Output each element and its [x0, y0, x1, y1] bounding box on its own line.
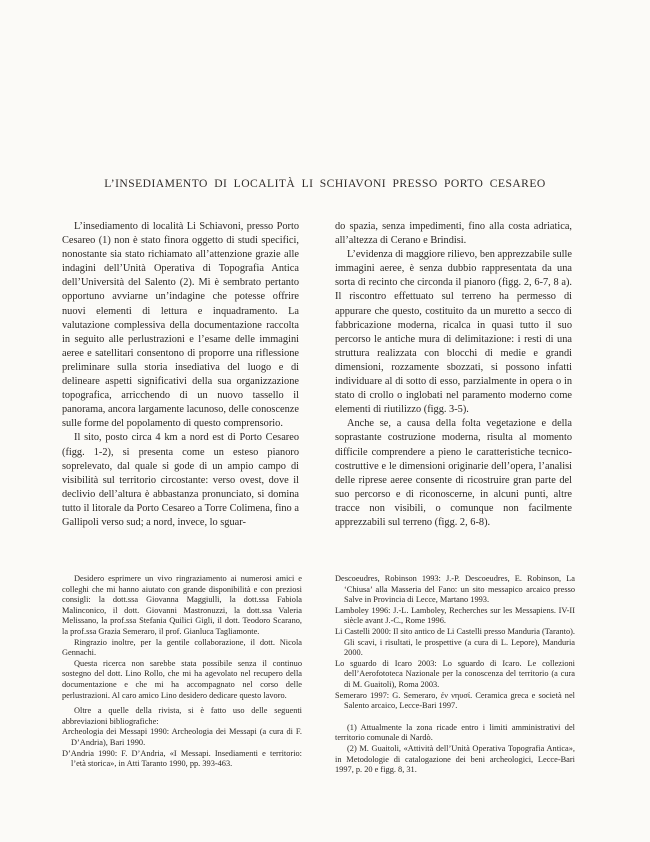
body-column-left	[62, 220, 299, 530]
bibliography-right	[335, 574, 575, 712]
notes-column-right	[335, 574, 575, 776]
bibliography-entry: Descoeudres, Robinson 1993: J.-P. Descoeudres, E. Robinson, La ‘Chiusa’ alla Masseria del Fano: un sito messapico arcaico presso Salve in Provincia di Lecce, Martano 1993.	[335, 574, 575, 605]
bibliography-entry: Lamboley 1996: J.-L. Lamboley, Recherches sur les Messapiens. IV-II siècle avant J.-C., Rome 1996.	[335, 605, 575, 626]
body-column-right	[335, 220, 572, 530]
body-paragraph: Il sito, posto circa 4 km a nord est di Porto Cesareo (figg. 1-2), si presenta come un esteso pianoro soprelevato, dal quale si gode di un ampio campo di visibilità sul territorio circostante: verso ovest, dove il declivio dell’altura è abbastanza pronunciato, si domina tutto il litorale da Porto Cesareo a Torre Colimena, fino a Gallipoli verso sud; a nord, invece, lo sguar-	[62, 432, 299, 528]
body-paragraph: L’evidenza di maggiore rilievo, ben apprezzabile sulle immagini aeree, è senza dubbio rappresentata da una sorta di recinto che circonda il pianoro (figg. 2, 6-7, 8 a). Il riscontro effettuato sul terreno ha permesso di appurare che questo, costituito da un muretto a secco di fabbricazione moderna, ricalca in quasi tutto il suo percorso le antiche mura di delimitazione: i resti di una struttura realizzata con blocchi di medie e grandi dimensioni, rozzamente sbozzati, si possono infatti individuare al di sotto di esso, parzialmente in opera o in stato di crollo o inglobati nel paramento moderno come elementi di riutilizzo (figg. 3-5).	[335, 249, 572, 416]
article-title: L’INSEDIAMENTO DI LOCALITÀ LI SCHIAVONI PRESSO PORTO CESAREO	[104, 177, 546, 190]
bibliography-entry: Lo sguardo di Icaro 2003: Lo sguardo di Icaro. Le collezioni dell’Aerofototeca Nazionale per la conoscenza del territorio (a cura di M. Guaitoli), Roma 2003.	[335, 658, 575, 689]
acknowledgement: Questa ricerca non sarebbe stata possibile senza il continuo sostegno del dott. Lino Rollo, che mi ha agevolato nel recupero della documentazione e che mi ha accompagnato nel corso delle perlustrazioni. Al caro amico Lino desidero dedicare questo lavoro.	[62, 658, 302, 700]
notes-column-left	[62, 574, 302, 770]
bibliography-entry: Li Castelli 2000: Il sito antico de Li Castelli presso Manduria (Taranto). Gli scavi, i risultati, le prospettive (a cura di L. Lepore), Manduria 2000.	[335, 626, 575, 658]
acknowledgement: Desidero esprimere un vivo ringraziamento ai numerosi amici e colleghi che mi hanno aiutato con grande disponibilità e con preziosi consigli: la dott.ssa Giovanna Maggiulli, la dott.ssa Fabiola Malinconico, il dott. Giovanni Mastronuzzi, la dott.ssa Valeria Melissano, la prof.ssa Stefania Quilici Gigli, il dott. Teodoro Scarano, la prof.ssa Grazia Semeraro, il prof. Gianluca Tagliamonte.	[62, 574, 302, 636]
bibliography-entry: Archeologia dei Messapi 1990: Archeologia dei Messapi (a cura di F. D’Andria), Bari 1990.	[62, 727, 302, 747]
footnote: (2) M. Guaitoli, «Attività dell’Unità Operativa Topografia Antica», in Metodologie di catalogazione dei beni archeologici, Lecce-Bari 1997, p. 20 e figg. 8, 31.	[335, 743, 575, 775]
bibliography-left	[62, 727, 302, 769]
bibliography-entry: D’Andria 1990: F. D’Andria, «I Messapi. Insediamenti e territorio: l’età storica», in Atti Taranto 1990, pp. 393-463.	[62, 748, 302, 769]
body-paragraph: Anche se, a causa della folta vegetazione e della soprastante costruzione moderna, risulta al momento difficile comprendere a pieno le caratteristiche tecnico-costruttive e le dimensioni originarie dell’opera, l’analisi delle riprese aeree consente di ricostruire gran parte del suo percorso e di riconoscerne, in alcuni punti, altre tracce non visibili, o comunque non facilmente apprezzabili sul terreno (figg. 2, 6-8).	[335, 418, 572, 528]
footnote: (1) Attualmente la zona ricade entro i limiti amministrativi del territorio comunale di Nardò.	[335, 722, 575, 743]
footnotes	[335, 723, 575, 776]
abbreviations-intro: Oltre a quelle della rivista, si è fatto uso delle seguenti abbreviazioni bibliografiche:	[62, 706, 302, 726]
body-paragraph-continued: do spazia, senza impedimenti, fino alla costa adriatica, all’altezza di Cerano e Brindisi.	[335, 221, 572, 247]
acknowledgement: Ringrazio inoltre, per la gentile collaborazione, il dott. Nicola Gennachi.	[62, 637, 302, 658]
body-paragraph: L’insediamento di località Li Schiavoni, presso Porto Cesareo (1) non è stato finora oggetto di studi specifici, nonostante sia stato richiamato all’attenzione grazie alle indagini dell’Unità Operativa di Topografia Antica dell’Università del Salento (2). Mi è sembrato pertanto opportuno avviarne un’indagine che potesse offrire nuovi elementi di lettura e inquadramento. La valutazione complessiva della documentazione raccolta in seguito alle perlustrazioni e l’esame delle immagini aeree e satellitari consentono di proporre una riflessione preliminare sulla storia insediativa del luogo e di delineare aspetti significativi della sua organizzazione topografica, arricchendo di un nuovo tassello il panorama, ancora largamente lacunoso, delle conoscenze sulle forme del popolamento di questo comprensorio.	[62, 221, 299, 430]
bibliography-entry: Semeraro 1997: G. Semeraro, ἐν νηυσί. Ceramica greca e società nel Salento arcaico, Lecce-Bari 1997.	[335, 690, 575, 711]
